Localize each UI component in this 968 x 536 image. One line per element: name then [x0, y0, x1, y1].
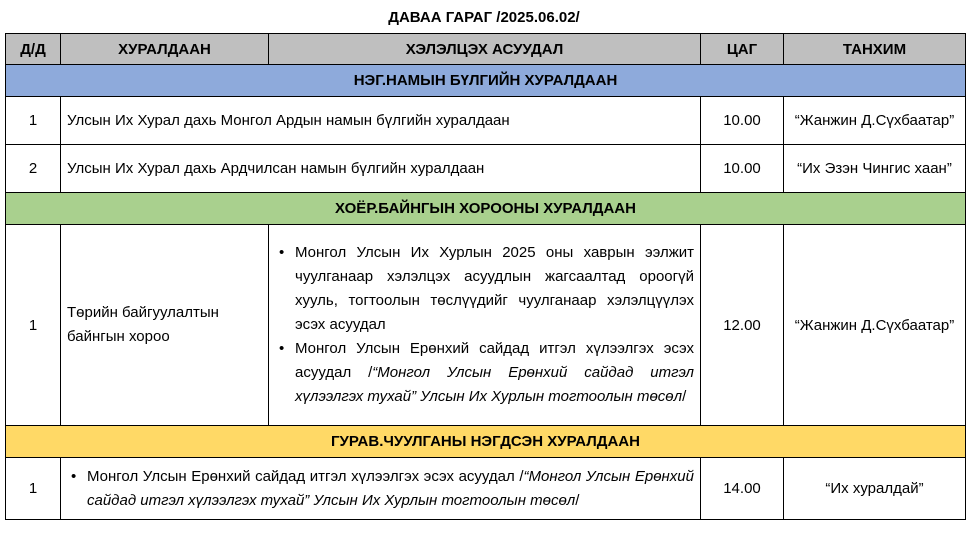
row-time: 10.00: [701, 145, 784, 193]
section-title: ГУРАВ.ЧУУЛГАНЫ НЭГДСЭН ХУРАЛДААН: [6, 426, 966, 458]
table-row: [6, 145, 966, 193]
row-meeting: Улсын Их Хурал дахь Ардчилсан намын бүлгийн хуралдаан: [61, 145, 701, 193]
row-room: “Их хуралдай”: [784, 458, 966, 520]
header-meeting: ХУРАЛДААН: [61, 34, 269, 65]
row-time: 10.00: [701, 97, 784, 145]
topic-italic-text: “Монгол Улсын Ерөнхий сайдад итгэл хүлээлгэх тухай” Улсын Их Хурлын тогтоолын төсөл: [295, 364, 695, 405]
header-room: ТАНХИМ: [784, 34, 966, 65]
section-title: ХОЁР.БАЙНГЫН ХОРООНЫ ХУРАЛДААН: [6, 193, 966, 225]
section-header-plenary: [6, 426, 966, 458]
row-number: 1: [6, 225, 61, 426]
header-row: [6, 34, 966, 65]
row-time: 12.00: [701, 225, 784, 426]
row-number: 1: [6, 458, 61, 520]
table-row: [6, 225, 966, 426]
section-header-committee: [6, 193, 966, 225]
table-row: [6, 97, 966, 145]
list-item: • Монгол Улсын Их Хурлын 2025 оны хаврын ээлжит чуулганаар хэлэлцэх асуудлын жагсаалтад ороогүй хууль, тогтоолын төслүүдийг чуулганаар хэлэлцүүлэх эсэх асуудал: [275, 241, 694, 337]
list-item: [275, 337, 694, 409]
section-header-party: [6, 65, 966, 97]
topic-list: [67, 465, 694, 513]
row-topic: [269, 225, 701, 426]
topic-text: Монгол Улсын Ерөнхий сайдад итгэл хүлээлгэх эсэх асуудал /: [295, 340, 694, 381]
header-dd: Д/Д: [6, 34, 61, 65]
table-row: [6, 458, 966, 520]
schedule-table: [5, 33, 966, 520]
header-topic: ХЭЛЭЛЦЭХ АСУУДАЛ: [269, 34, 701, 65]
list-item: [67, 465, 694, 513]
row-room: “Их Эзэн Чингис хаан”: [784, 145, 966, 193]
section-title: НЭГ.НАМЫН БҮЛГИЙН ХУРАЛДААН: [6, 65, 966, 97]
row-number: 1: [6, 97, 61, 145]
header-time: ЦАГ: [701, 34, 784, 65]
topic-end: /: [682, 388, 687, 405]
row-meeting: Улсын Их Хурал дахь Монгол Ардын намын бүлгийн хуралдаан: [61, 97, 701, 145]
row-meeting: Төрийн байгуулалтын байнгын хороо: [61, 225, 269, 426]
row-room: “Жанжин Д.Сүхбаатар”: [784, 97, 966, 145]
topic-end: /: [575, 491, 580, 509]
row-number: 2: [6, 145, 61, 193]
row-time: 14.00: [701, 458, 784, 520]
topic-list: [275, 241, 694, 409]
row-topic: [61, 458, 701, 520]
row-room: “Жанжин Д.Сүхбаатар”: [784, 225, 966, 426]
page-title: ДАВАА ГАРАГ /2025.06.02/: [388, 9, 580, 26]
topic-text: Монгол Улсын Ерөнхий сайдад итгэл хүлээлгэх эсэх асуудал /: [87, 467, 524, 485]
topic-italic-text: “Монгол Улсын Ерөнхий сайдад итгэл хүлээлгэх тухай” Улсын Их Хурлын тогтоолын төсөл: [87, 467, 694, 509]
